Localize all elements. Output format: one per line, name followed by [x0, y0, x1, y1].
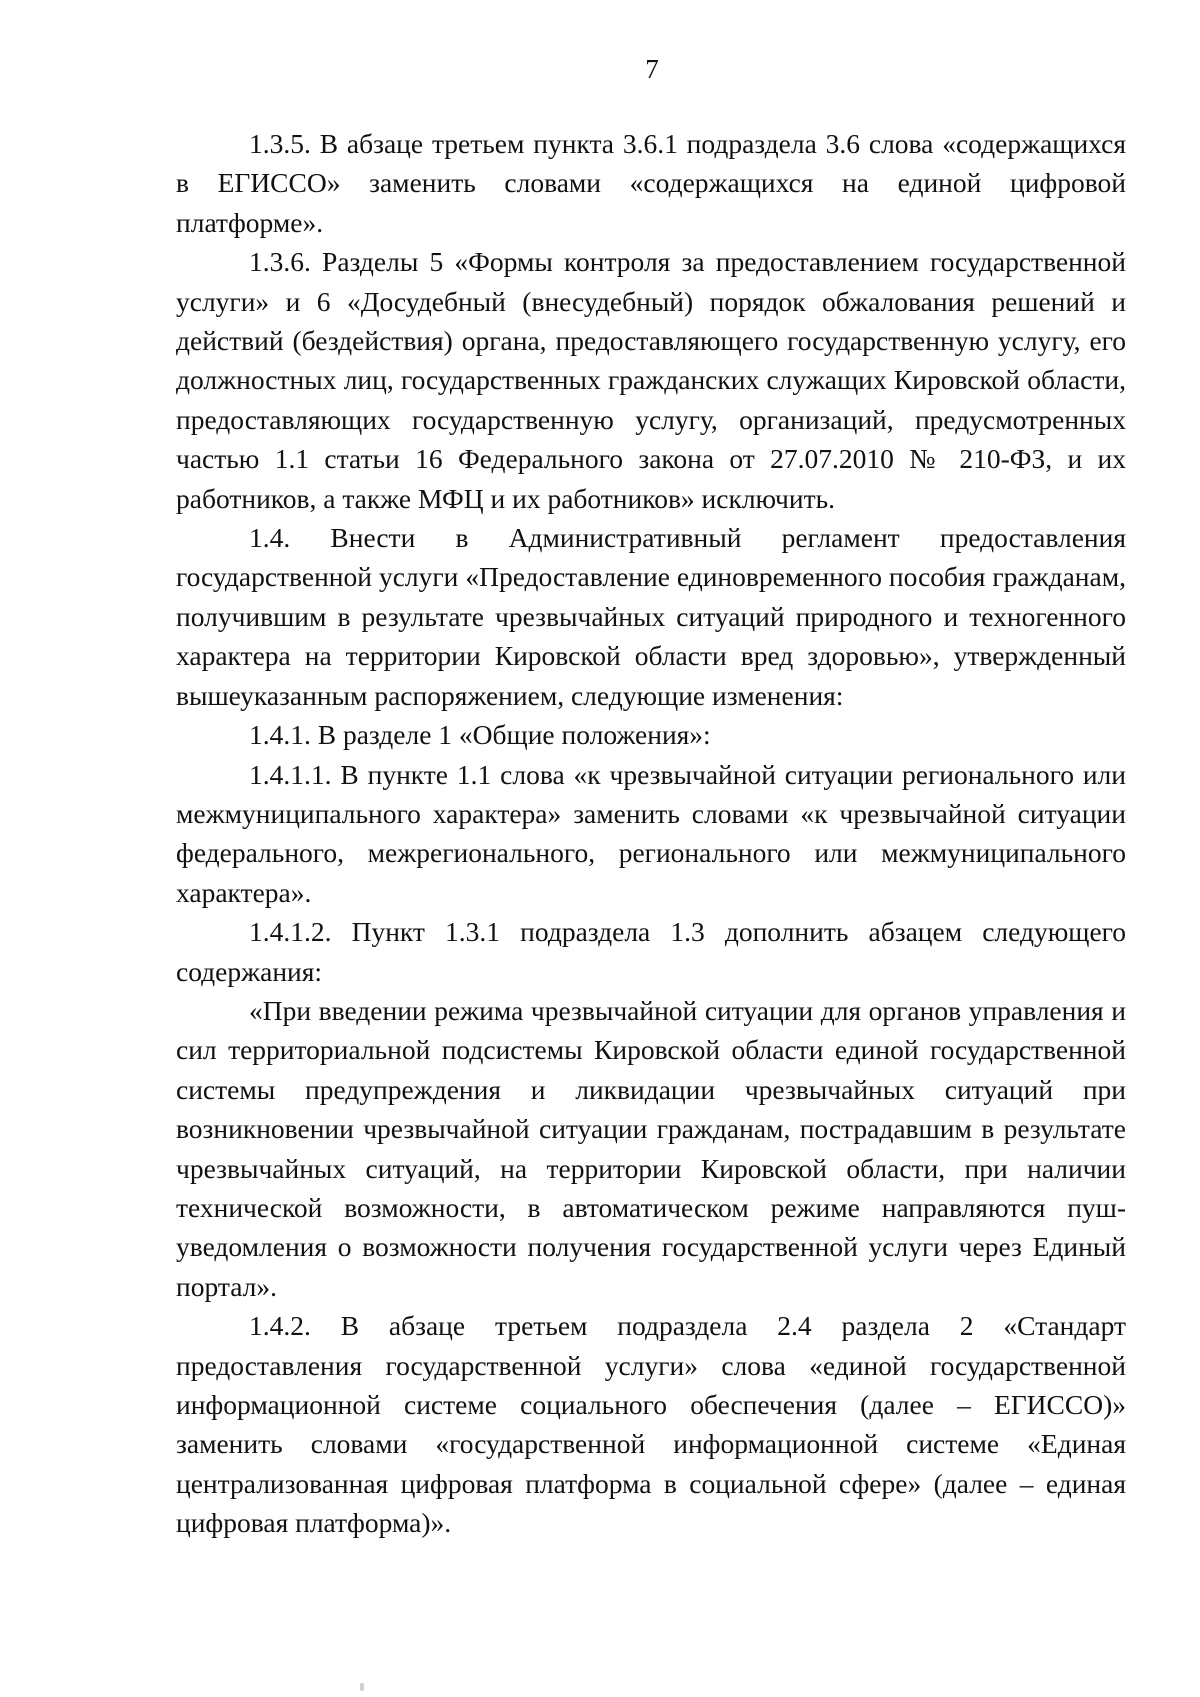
paragraph-1-4-1-1: 1.4.1.1. В пункте 1.1 слова «к чрезвычайной ситуации регионального или межмуниципального характера» заменить словами «к чрезвычайной ситуации федерального, межрегионального, регионального или межмуниципального характера». [176, 758, 1126, 908]
paragraph-1-4: 1.4. Внести в Административный регламент предоставления государственной услуги «Предоставление единовременного пособия гражданам, получившим в результате чрезвычайных ситуаций природного и техногенного характера на территории Кировской области вред здоровью», утвержденный вышеуказанным распоряжением, следующие изменения: [176, 522, 1126, 711]
paragraph-1-3-5: 1.3.5. В абзаце третьем пункта 3.6.1 подраздела 3.6 слова «содержащихся в ЕГИССО» заменить словами «содержащихся на единой цифровой платформе». [176, 128, 1126, 238]
scan-artifact [360, 1683, 364, 1691]
page-number: 7 [645, 54, 659, 84]
document-body [176, 124, 1126, 1543]
paragraph-1-4-1: 1.4.1. В разделе 1 «Общие положения»: [249, 719, 711, 751]
paragraph-1-4-1-2: 1.4.1.2. Пункт 1.3.1 подраздела 1.3 дополнить абзацем следующего содержания: [176, 916, 1126, 987]
paragraph-1-4-2: 1.4.2. В абзаце третьем подраздела 2.4 раздела 2 «Стандарт предоставления государственной услуги» слова «единой государственной информационной системе социального обеспечения (далее – ЕГИССО)» заменить словами «государственной информационной системе «Единая централизованная цифровая платформа в социальной сфере» (далее – единая цифровая платформа)». [176, 1310, 1126, 1539]
paragraph-1-3-6: 1.3.6. Разделы 5 «Формы контроля за предоставлением государственной услуги» и 6 «Досудебный (внесудебный) порядок обжалования решений и действий (бездействия) органа, предоставляющего государственную услугу, его должностных лиц, государственных гражданских служащих Кировской области, предоставляющих государственную услугу, организаций, предусмотренных частью 1.1 статьи 16 Федерального закона от 27.07.2010 № 210-ФЗ, и их работников, а также МФЦ и их работников» исключить. [176, 246, 1126, 514]
paragraph-quoted-addition: «При введении режима чрезвычайной ситуации для органов управления и сил территориальной подсистемы Кировской области единой государственной системы предупреждения и ликвидации чрезвычайных ситуаций при возникновении чрезвычайной ситуации гражданам, пострадавшим в результате чрезвычайных ситуаций, на территории Кировской области, при наличии технической возможности, в автоматическом режиме направляются пуш-уведомления о возможности получения государственной услуги через Единый портал». [176, 994, 1126, 1302]
